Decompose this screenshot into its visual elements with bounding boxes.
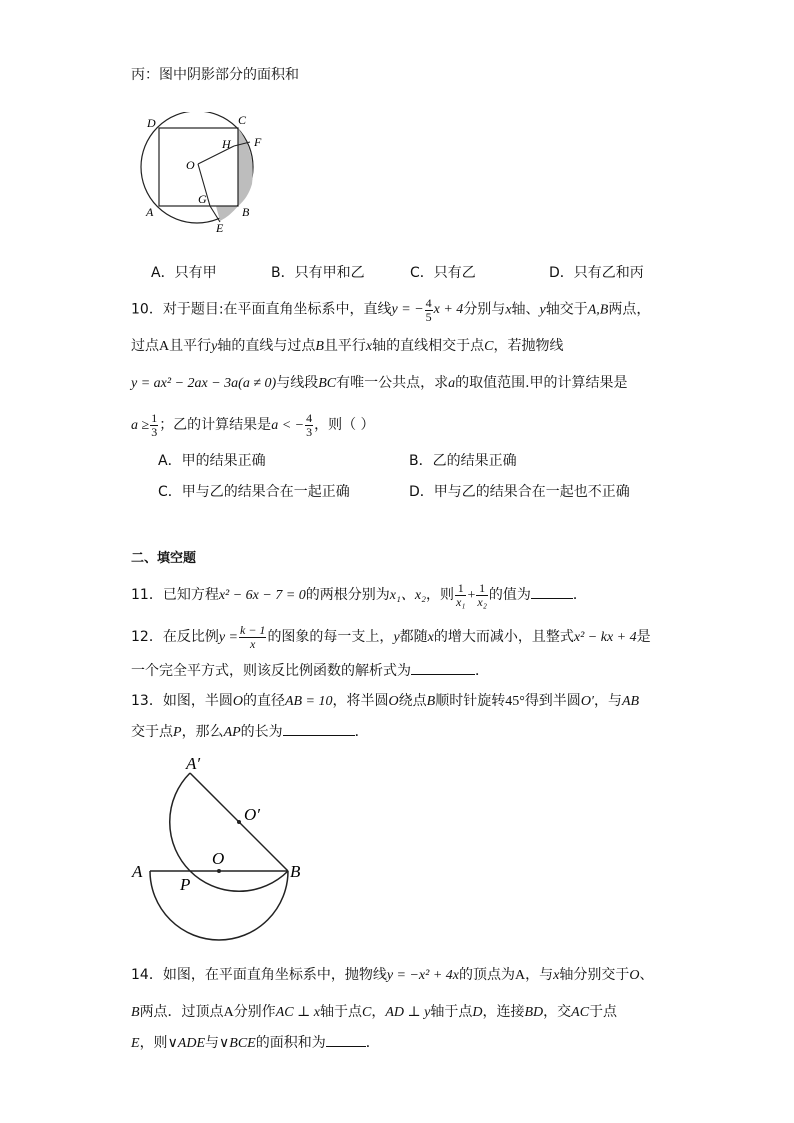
q11-f1-num: 1 bbox=[455, 582, 467, 596]
q12-mid: 的图象的每一支上， bbox=[267, 629, 394, 646]
q10-l1-end: 两点， bbox=[608, 301, 651, 318]
q11-f2-den: x₂ bbox=[477, 594, 487, 609]
q12-pre: 12．在反比例 bbox=[131, 629, 219, 646]
q10-l1-post: 轴交于 bbox=[545, 301, 588, 318]
q10-l1-x: x bbox=[505, 302, 512, 318]
figure1-label-f: F bbox=[254, 135, 262, 149]
q13-l2-a: 交于点 bbox=[131, 724, 173, 740]
q12-period: ． bbox=[475, 663, 489, 679]
q11-roots: x₁、x₂ bbox=[389, 588, 426, 604]
figure2-point-o-prime bbox=[237, 820, 241, 824]
q14-l2-c: 轴于点 bbox=[319, 1004, 362, 1020]
figure2-label-a-prime: A′ bbox=[186, 754, 201, 773]
q10-l3-bc: BC bbox=[318, 376, 337, 391]
q13-line2 bbox=[131, 725, 369, 740]
q10-yi-frac-num: 4 bbox=[306, 411, 313, 425]
q14-equation: y = −x² + 4x bbox=[386, 968, 460, 983]
q9-option-a: A．只有甲 bbox=[151, 265, 217, 281]
q14-a: 14．如图，在平面直角坐标系中，抛物线 bbox=[131, 967, 387, 983]
q13-f: 得到半圆 bbox=[524, 693, 581, 709]
q13-degree: 45° bbox=[505, 694, 525, 709]
q11-fraction-2 bbox=[476, 582, 488, 608]
figure1-label-h: H bbox=[222, 137, 231, 151]
q11-fraction-1 bbox=[455, 582, 467, 608]
q14-l2-h: 于点 bbox=[589, 1004, 618, 1020]
q14-ad-perp: AD ⊥ y bbox=[385, 1005, 431, 1020]
q13-c: ，将半圆 bbox=[332, 693, 389, 709]
q10-option-b: B．乙的结果正确 bbox=[409, 453, 517, 469]
q9-option-d: D．只有乙和丙 bbox=[549, 265, 644, 281]
q14-c: ，与 bbox=[525, 967, 554, 983]
q12-mid2: 都随 bbox=[399, 629, 428, 646]
figure1-label-d: D bbox=[147, 116, 156, 130]
q13-p: P bbox=[173, 725, 182, 740]
figure2-label-o: O bbox=[212, 849, 225, 868]
q10-frac-den: 5 bbox=[425, 309, 432, 324]
q10-l1-y: y bbox=[539, 302, 546, 318]
q13-o2: O bbox=[388, 694, 399, 709]
q11-equation: x² − 6x − 7 = 0 bbox=[218, 588, 306, 604]
q10-line3 bbox=[131, 376, 628, 391]
q11-mid: 的两根分别为 bbox=[305, 587, 390, 604]
q12-eq-pre: y = bbox=[218, 630, 238, 646]
figure2-label-b: B bbox=[290, 862, 301, 881]
q10-l2-a: 过点 bbox=[131, 338, 159, 354]
q11-period: ． bbox=[572, 587, 587, 604]
q10-parabola-equation: y = ax² − 2ax − 3a(a ≠ 0) bbox=[131, 376, 277, 391]
q14-b: 的顶点为 bbox=[459, 967, 516, 983]
q10-line-equation bbox=[391, 296, 464, 324]
q11-post: 的值为 bbox=[488, 587, 531, 604]
q13-ap: AP bbox=[223, 725, 241, 740]
q13-point-b: B bbox=[426, 694, 436, 709]
q12-line1 bbox=[131, 624, 651, 650]
q12-frac-den: x bbox=[250, 636, 256, 651]
q14-l3-c: 的面积和为 bbox=[255, 1035, 326, 1051]
figure2-label-p: P bbox=[180, 875, 191, 894]
q14-l2-point-a: A bbox=[223, 1005, 234, 1020]
figure1-label-e: E bbox=[216, 221, 224, 235]
figure2-label-a: A bbox=[132, 862, 143, 881]
q11-pre: 11．已知方程 bbox=[131, 587, 219, 604]
q10-line1 bbox=[131, 297, 650, 323]
q14-answer-blank[interactable] bbox=[326, 1045, 366, 1047]
q9-option-c: C．只有乙 bbox=[410, 265, 476, 281]
q14-d: 轴分别交于 bbox=[559, 967, 630, 983]
q13-period: ． bbox=[354, 724, 369, 740]
q10-option-a: A．甲的结果正确 bbox=[158, 453, 266, 469]
figure-rotated-semicircles bbox=[128, 748, 318, 948]
q11-plus: + bbox=[467, 588, 476, 604]
q10-line4 bbox=[131, 412, 375, 438]
q10-yi-fraction bbox=[305, 412, 313, 438]
q13-d: 绕点 bbox=[398, 693, 427, 709]
q13-o-prime: O′ bbox=[580, 694, 594, 709]
q10-yi-result: a < − bbox=[271, 418, 305, 434]
q12-end: 是 bbox=[636, 629, 651, 646]
q13-ab: AB bbox=[622, 694, 640, 709]
q14-bd: BD bbox=[524, 1005, 544, 1020]
q14-line1 bbox=[131, 968, 653, 983]
figure2-semicircle-original bbox=[150, 871, 288, 940]
q10-l1-mid2: 轴、 bbox=[511, 301, 540, 318]
q14-e: 、 bbox=[639, 967, 654, 983]
figure2-point-o bbox=[217, 869, 221, 873]
q14-l2-d: ， bbox=[371, 1004, 386, 1020]
q13-b: 的直径 bbox=[242, 693, 285, 709]
q13-a: 13．如图，半圆 bbox=[131, 693, 233, 709]
q11-f2-num: 1 bbox=[476, 582, 488, 596]
q10-frac-num: 4 bbox=[425, 296, 432, 310]
section-heading-fill-blank: 二、填空题 bbox=[131, 551, 197, 566]
q12-y: y bbox=[393, 630, 400, 646]
q10-l3-c: 的取值范围.甲的计算结果是 bbox=[455, 375, 628, 391]
q10-yi-frac-den: 3 bbox=[306, 424, 313, 439]
figure1-label-a: A bbox=[146, 205, 154, 219]
q14-triangle-ade: ∨ADE bbox=[167, 1036, 206, 1051]
q14-l2-f: ，连接 bbox=[482, 1004, 525, 1020]
q14-point-a: A bbox=[515, 968, 526, 983]
q14-period: ． bbox=[365, 1035, 380, 1051]
q13-ab-eq: AB = 10 bbox=[284, 694, 333, 709]
heading-bing: 丙：图中阴影部分的面积和 bbox=[131, 67, 299, 83]
q9-option-b: B．只有甲和乙 bbox=[271, 265, 365, 281]
q10-l2-b: 且平行 bbox=[169, 338, 212, 354]
q14-point-b: B bbox=[131, 1005, 140, 1020]
q12-answer-blank[interactable] bbox=[411, 673, 475, 675]
q10-jia-fraction bbox=[150, 412, 158, 438]
q12-mid3: 的增大而减小，且整式 bbox=[433, 629, 574, 646]
q10-eq-pre: y = − bbox=[391, 302, 424, 318]
q11-line bbox=[131, 582, 587, 608]
q10-l3-b: 有唯一公共点，求 bbox=[336, 375, 449, 391]
q10-jia-frac-num: 1 bbox=[151, 411, 158, 425]
q14-point-c: C bbox=[361, 1005, 372, 1020]
q10-option-c: C．甲与乙的结果合在一起正确 bbox=[158, 484, 350, 500]
q10-l2-e: 轴的直线相交于点 bbox=[372, 338, 485, 354]
q10-l2-point-a: A bbox=[159, 339, 170, 354]
q14-l3-b: 与 bbox=[205, 1035, 220, 1051]
q13-o: O bbox=[232, 694, 243, 709]
q11-mid2: ，则 bbox=[425, 587, 454, 604]
q13-answer-blank[interactable] bbox=[283, 734, 355, 736]
q10-l2-x: x bbox=[365, 339, 373, 354]
q11-f1-den: x₁ bbox=[455, 594, 466, 609]
q14-l3-a: ，则 bbox=[139, 1035, 168, 1051]
figure-circle-square bbox=[138, 112, 268, 237]
q10-l2-d: 且平行 bbox=[323, 338, 366, 354]
q10-l2-y: y bbox=[211, 339, 218, 354]
q12-line2 bbox=[131, 664, 489, 678]
q10-l3-a: 与线段 bbox=[276, 375, 319, 391]
q10-l1-mid: 分别与 bbox=[463, 301, 506, 318]
figure1-label-c: C bbox=[238, 113, 247, 127]
figure2-semicircle-rotated bbox=[170, 773, 288, 891]
q10-l2-c: 轴的直线与过点 bbox=[217, 338, 316, 354]
q10-l4-b: ；乙的计算结果是 bbox=[159, 417, 272, 434]
q14-line3 bbox=[131, 1036, 380, 1051]
figure1-label-o: O bbox=[186, 158, 195, 172]
q10-l4-d: ，则（ ） bbox=[314, 417, 375, 434]
q10-l2-point-b: B bbox=[315, 339, 324, 354]
figure1-label-g: G bbox=[198, 192, 207, 206]
q10-l2-point-c: C bbox=[484, 339, 494, 354]
q14-line2 bbox=[131, 1005, 617, 1020]
figure1-label-b: B bbox=[242, 205, 250, 219]
q14-ac: AC bbox=[571, 1005, 590, 1020]
q10-l1-ab: A,B bbox=[587, 302, 609, 318]
q12-polynomial: x² − kx + 4 bbox=[573, 630, 637, 646]
q12-frac-num: k − 1 bbox=[240, 623, 266, 637]
q14-l2-g: ，交 bbox=[543, 1004, 572, 1020]
q13-e: 顺时针旋转 bbox=[435, 693, 506, 709]
q13-l2-c: 的长为 bbox=[240, 724, 283, 740]
q14-l2-a: 两点．过顶点 bbox=[139, 1004, 224, 1020]
q12-line2-text: 一个完全平方式，则该反比例函数的解析式为 bbox=[131, 663, 411, 679]
q10-option-d: D．甲与乙的结果合在一起也不正确 bbox=[409, 484, 630, 500]
figure2-label-o-prime: O′ bbox=[244, 805, 260, 824]
q10-line1-text: 10．对于题目:在平面直角坐标系中，直线 bbox=[131, 301, 392, 318]
q14-x: x bbox=[553, 968, 560, 983]
q11-answer-blank[interactable] bbox=[531, 597, 573, 599]
q10-l3-alpha: a bbox=[448, 376, 456, 391]
q12-x: x bbox=[427, 630, 434, 646]
q14-l2-e: 轴于点 bbox=[430, 1004, 473, 1020]
q10-jia-result: a ≥ bbox=[131, 418, 150, 434]
q14-ac-perp: AC ⊥ x bbox=[275, 1005, 320, 1020]
q14-o: O bbox=[629, 968, 640, 983]
q13-line1 bbox=[131, 694, 639, 709]
q12-fraction bbox=[239, 624, 266, 650]
q10-l2-f: ，若抛物线 bbox=[493, 338, 564, 354]
q14-l2-b: 分别作 bbox=[233, 1004, 276, 1020]
q10-eq-post: x + 4 bbox=[433, 302, 464, 318]
q13-g: ，与 bbox=[594, 693, 622, 709]
q14-point-d: D bbox=[472, 1005, 483, 1020]
q14-point-e: E bbox=[131, 1036, 140, 1051]
q14-triangle-bce: ∨BCE bbox=[219, 1036, 256, 1051]
q10-jia-frac-den: 3 bbox=[151, 424, 158, 439]
q13-l2-b: ，那么 bbox=[181, 724, 224, 740]
q10-eq-fraction bbox=[425, 297, 433, 323]
q10-line2 bbox=[131, 339, 563, 354]
